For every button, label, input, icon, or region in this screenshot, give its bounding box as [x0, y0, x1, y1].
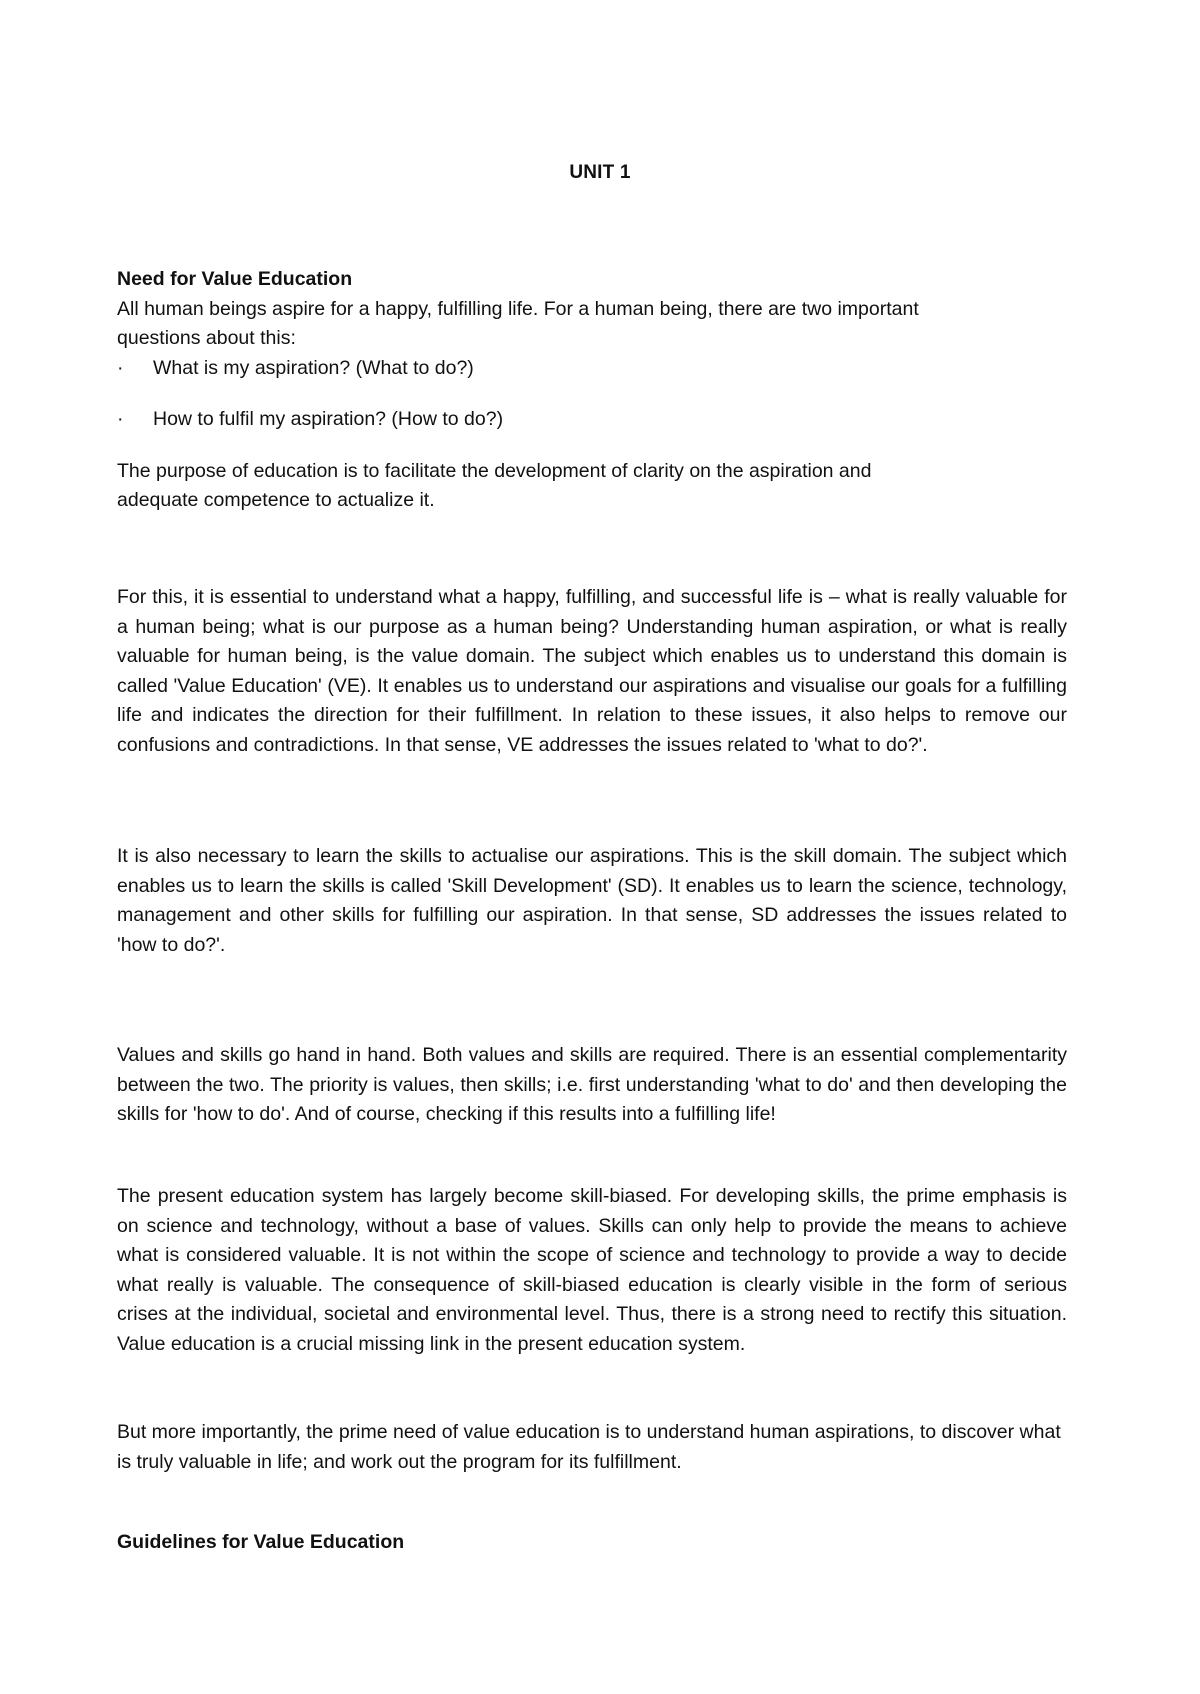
- page-title: UNIT 1: [569, 162, 631, 183]
- section-guidelines-for-value-education: [117, 1528, 1067, 1558]
- paragraph: The purpose of education is to facilitate the development of clarity on the aspiration and adequate competence to actualize it.: [117, 459, 872, 511]
- section-heading: Need for Value Education: [117, 268, 353, 290]
- bullet-item: [117, 354, 1067, 384]
- section-need-for-value-education: [117, 265, 1067, 516]
- paragraph: But more importantly, the prime need of value education is to understand human aspirations, to discover what is truly valuable in life; and work out the program for its fulfillment.: [117, 1421, 1061, 1473]
- bullet-text: How to fulfil my aspiration? (How to do?): [153, 408, 504, 430]
- intro-paragraph: All human beings aspire for a happy, fulfilling life. For a human being, there are two important questions about this:: [117, 297, 919, 349]
- section-heading: Guidelines for Value Education: [117, 1531, 405, 1553]
- bullet-marker: ·: [117, 408, 124, 430]
- bullet-text: What is my aspiration? (What to do?): [153, 356, 474, 379]
- bullet-marker: ·: [117, 356, 124, 379]
- bullet-item: [117, 405, 1067, 435]
- paragraph: Values and skills go hand in hand. Both values and skills are required. There is an essential complementarity between the two. The priority is values, then skills; i.e. first understanding 'what to do' and then developing the skills for 'how to do'. And of course, checking if this results into a fulfilling life!: [117, 1044, 1067, 1125]
- paragraph: The present education system has largely become skill-biased. For developing skills, the prime emphasis is on science and technology, without a base of values. Skills can only help to provide the means to achieve what is considered valuable. It is not within the scope of science and technology to provide a way to decide what really is valuable. The consequence of skill-biased education is clearly visible in the form of serious crises at the individual, societal and environmental level. Thus, there is a strong need to rectify this situation. Value education is a crucial missing link in the present education system.: [117, 1185, 1067, 1355]
- paragraph: For this, it is essential to understand what a happy, fulfilling, and successful life is – what is really valuable for a human being; what is our purpose as a human being? Understanding human aspiration, or what is really valuable for human being, is the value domain. The subject which enables us to understand this domain is called 'Value Education' (VE). It enables us to understand our aspirations and visualise our goals for a fulfilling life and indicates the direction for their fulfillment. In relation to these issues, it also helps to remove our confusions and contradictions. In that sense, VE addresses the issues related to 'what to do?'.: [117, 586, 1067, 756]
- paragraph: It is also necessary to learn the skills to actualise our aspirations. This is the skill domain. The subject which enables us to learn the skills is called 'Skill Development' (SD). It enables us to learn the science, technology, management and other skills for fulfilling our aspiration. In that sense, SD addresses the issues related to 'how to do?'.: [117, 845, 1067, 956]
